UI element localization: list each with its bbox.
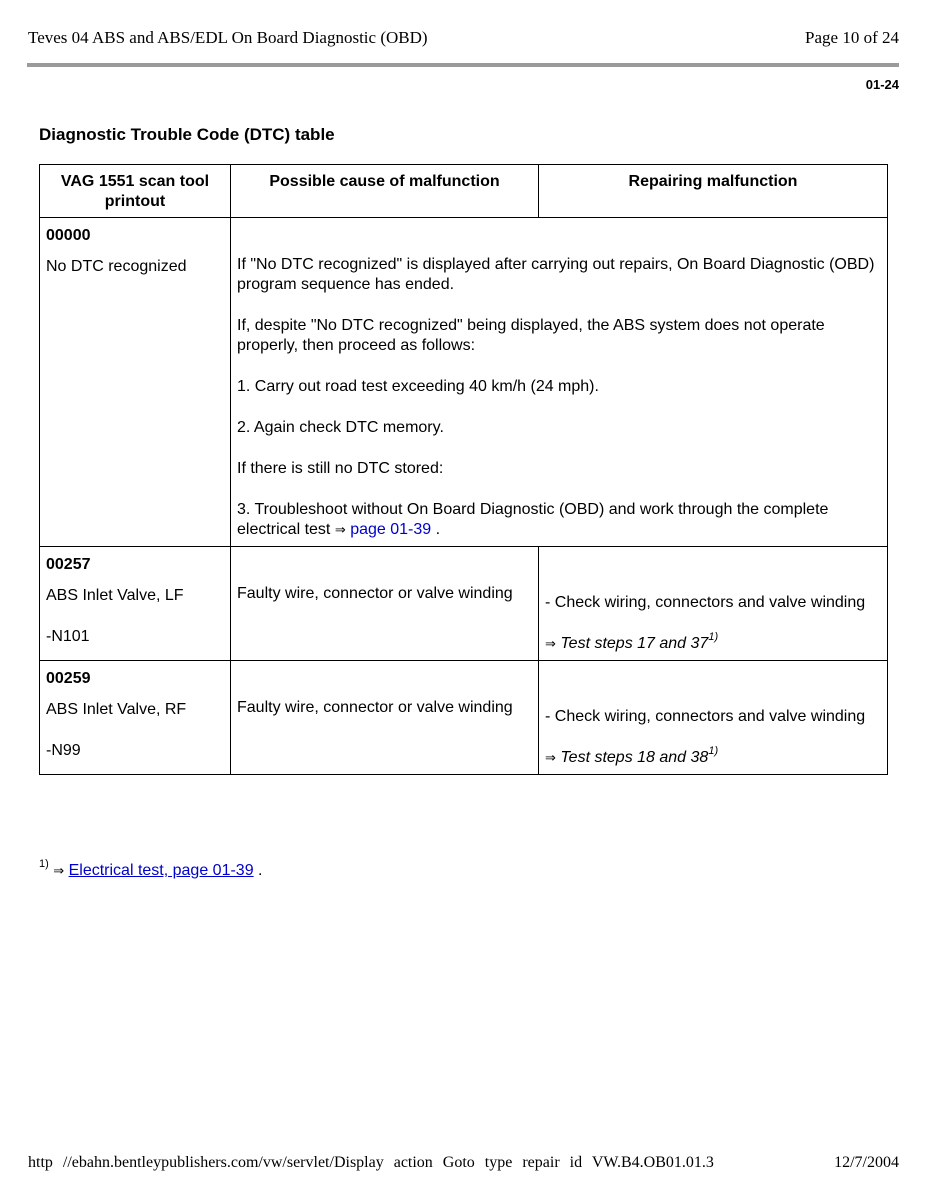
arrow-icon: ⇒ (334, 523, 346, 538)
footer-date: 12/7/2004 (834, 1154, 899, 1171)
footer-url: http //ebahn.bentleypublishers.com/vw/servlet/Display action Goto type repair id VW.B4.OB01.01.3 (28, 1154, 714, 1171)
footnote-ref: 1) (708, 744, 719, 757)
column-header-repair: Repairing malfunction (539, 165, 888, 218)
cause-cell (231, 547, 539, 661)
table-row (40, 218, 888, 547)
test-steps-label: Test steps 18 and 38 (560, 749, 709, 766)
page-number: Page 10 of 24 (805, 28, 899, 47)
dtc-name: ABS Inlet Valve, RF (46, 701, 187, 718)
arrow-icon: ⇒ (545, 751, 556, 766)
footnote-marker: 1) (39, 857, 49, 870)
dtc-code: 00259 (46, 670, 91, 687)
table-row (40, 661, 888, 775)
period: . (258, 862, 263, 879)
dtc-name: No DTC recognized (46, 258, 187, 275)
dtc-cell (40, 218, 231, 547)
section-title: Diagnostic Trouble Code (DTC) table (39, 125, 335, 144)
footnote-ref: 1) (708, 630, 719, 643)
paragraph: If, despite "No DTC recognized" being displayed, the ABS system does not operate properly, then proceed as follows: (237, 317, 825, 354)
paragraph: If there is still no DTC stored: (237, 460, 444, 477)
paragraph: 2. Again check DTC memory. (237, 419, 444, 436)
dtc-code: 00000 (46, 227, 91, 244)
part-number: -N99 (46, 742, 81, 759)
arrow-icon: ⇒ (53, 864, 65, 879)
test-steps[interactable] (545, 744, 881, 769)
document-code: 01-24 (865, 77, 899, 92)
test-steps-label: Test steps 17 and 37 (560, 635, 709, 652)
page-link[interactable]: page 01-39 (350, 521, 432, 538)
dtc-description-cell (231, 218, 888, 547)
dtc-name: ABS Inlet Valve, LF (46, 587, 184, 604)
paragraph-text: 3. Troubleshoot without On Board Diagnostic (OBD) and work through the complete electrical test (237, 501, 829, 538)
arrow-icon: ⇒ (545, 637, 556, 652)
cause-cell (231, 661, 539, 775)
test-steps[interactable] (545, 630, 881, 655)
repair-text: - Check wiring, connectors and valve winding (545, 594, 866, 611)
repair-text: - Check wiring, connectors and valve winding (545, 708, 866, 725)
cause-text: Faulty wire, connector or valve winding (237, 585, 513, 602)
document-header-title: Teves 04 ABS and ABS/EDL On Board Diagnostic (OBD) (28, 28, 428, 47)
repair-cell (539, 547, 888, 661)
column-header-printout: VAG 1551 scan tool printout (40, 165, 231, 218)
table-header-row (40, 165, 888, 218)
table-row (40, 547, 888, 661)
part-number: -N101 (46, 628, 90, 645)
header-divider (27, 63, 899, 67)
electrical-test-link[interactable]: Electrical test, page 01-39 (68, 862, 254, 879)
period: . (435, 521, 441, 538)
footnote (39, 857, 263, 880)
dtc-cell (40, 661, 231, 775)
paragraph: If "No DTC recognized" is displayed after carrying out repairs, On Board Diagnostic (OBD) program sequence has ended. (237, 256, 875, 293)
dtc-code: 00257 (46, 556, 91, 573)
paragraph: 1. Carry out road test exceeding 40 km/h (24 mph). (237, 378, 599, 395)
dtc-table (39, 164, 888, 775)
paragraph (237, 500, 881, 541)
column-header-cause: Possible cause of malfunction (231, 165, 539, 218)
dtc-cell (40, 547, 231, 661)
cause-text: Faulty wire, connector or valve winding (237, 699, 513, 716)
repair-cell (539, 661, 888, 775)
